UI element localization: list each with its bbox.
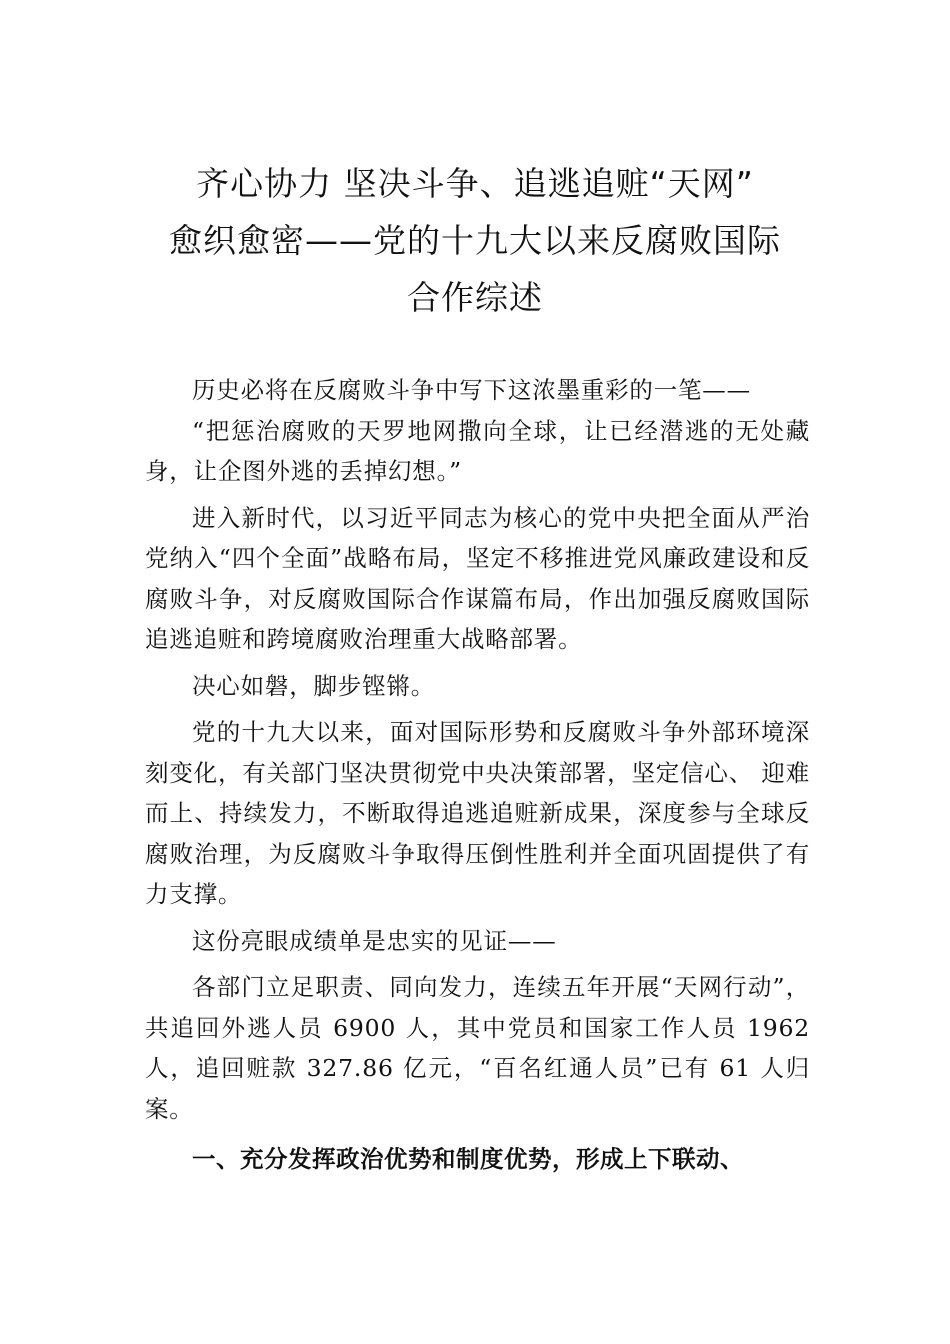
section-heading-1: 一、充分发挥政治优势和制度优势，形成上下联动、 xyxy=(192,1145,744,1173)
title-line-3: 合作综述 xyxy=(407,278,543,317)
title-line-1: 齐心协力 坚决斗争、追逃追赃“天网” xyxy=(196,164,754,203)
paragraph-intro: 历史必将在反腐败斗争中写下这浓墨重彩的一笔—— xyxy=(192,376,751,404)
paragraph-results: 各部门立足职责、同向发力，连续五年开展“天网行动”，共追回外逃人员 6900 人，其中党员和国家工作人员 1962 人，追回赃款 327.86 亿元，“百名红通人员”已有 61 人归案。 xyxy=(145,973,810,1123)
paragraph-new-era: 进入新时代，以习近平同志为核心的党中央把全面从严治党纳入“四个全面”战略布局，坚定不移推进党风廉政建设和反腐败斗争，对反腐败国际合作谋篇布局，作出加强反腐败国际追逃追赃和跨境腐败治理重大战略部署。 xyxy=(145,503,810,653)
title-line-2: 愈织愈密——党的十九大以来反腐败国际 xyxy=(169,221,781,260)
document-body xyxy=(145,370,810,1180)
document-title xyxy=(120,155,830,326)
paragraph-quote: “把惩治腐败的天罗地网撒向全球，让已经潜逃的无处藏身，让企图外逃的丢掉幻想。” xyxy=(145,416,810,485)
paragraph-resolve: 决心如磐，脚步铿锵。 xyxy=(192,671,435,700)
paragraph-witness: 这份亮眼成绩单是忠实的见证—— xyxy=(192,926,557,955)
paragraph-since-19th: 党的十九大以来，面对国际形势和反腐败斗争外部环境深刻变化，有关部门坚决贯彻党中央决策部署，坚定信心、 迎难而上、持续发力，不断取得追逃追赃新成果，深度参与全球反腐败治理，为反腐败斗争取得压倒性胜利并全面巩固提供了有力支撑。 xyxy=(145,718,810,908)
